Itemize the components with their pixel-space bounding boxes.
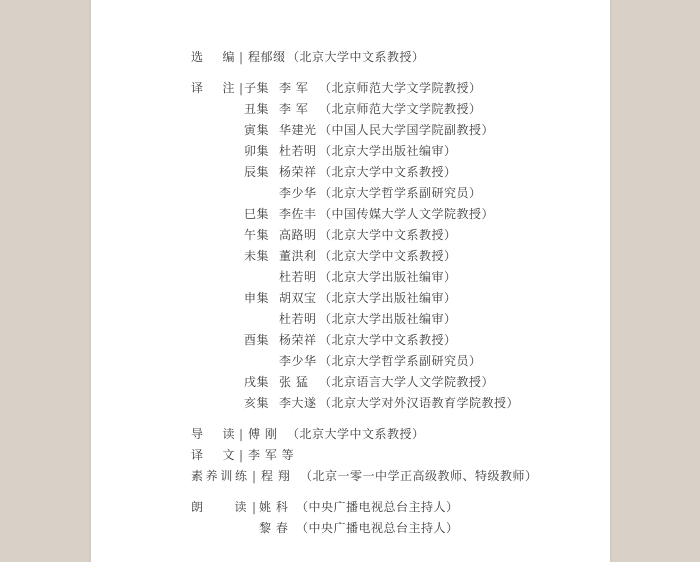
person-name: 杨荣祥 <box>279 333 317 347</box>
volume-label: 戌集 <box>244 375 270 389</box>
affiliation: （北京大学中文系教授） <box>287 427 425 441</box>
affiliation: （中央广播电视总台主持人） <box>296 500 459 514</box>
affiliation: （中国人民大学国学院副教授） <box>319 123 495 137</box>
person-name: 李 军 <box>279 81 309 95</box>
person-name: 傅 刚 <box>248 427 278 441</box>
affiliation: （北京大学出版社编审） <box>319 291 457 305</box>
person-name: 杨荣祥 <box>279 165 317 179</box>
affiliation: （北京大学中文系教授） <box>319 249 457 263</box>
person-name: 李少华 <box>279 354 317 368</box>
person-name: 杜若明 <box>279 144 317 158</box>
person-name: 李少华 <box>279 186 317 200</box>
separator: | <box>239 427 244 441</box>
volume-label: 午集 <box>244 228 270 242</box>
affiliation: （北京大学出版社编审） <box>319 312 457 326</box>
volume-label: 未集 <box>244 249 270 263</box>
person-name: 李 军 <box>279 102 309 116</box>
role-label: 素养训练 <box>191 469 247 483</box>
person-name: 李 军 等 <box>248 448 295 462</box>
volume-label: 辰集 <box>244 165 270 179</box>
person-name: 黎 春 <box>259 521 289 535</box>
volume-label: 子集 <box>244 81 270 95</box>
credits-page <box>91 0 610 562</box>
person-name: 程郁缀 <box>248 50 286 64</box>
affiliation: （北京大学中文系教授） <box>287 50 425 64</box>
person-name: 杜若明 <box>279 312 317 326</box>
affiliation: （中央广播电视总台主持人） <box>296 521 459 535</box>
separator: | <box>239 81 244 95</box>
person-name: 李大遂 <box>279 396 317 410</box>
affiliation: （北京大学中文系教授） <box>319 165 457 179</box>
affiliation: （中国传媒大学人文学院教授） <box>319 207 495 221</box>
volume-label: 酉集 <box>244 333 270 347</box>
affiliation: （北京师范大学文学院教授） <box>319 102 482 116</box>
affiliation: （北京大学中文系教授） <box>319 333 457 347</box>
volume-label: 申集 <box>244 291 270 305</box>
person-name: 李佐丰 <box>279 207 317 221</box>
affiliation: （北京大学对外汉语教育学院教授） <box>319 396 520 410</box>
affiliation: （北京大学哲学系副研究员） <box>319 186 482 200</box>
separator: | <box>239 448 244 462</box>
volume-label: 丑集 <box>244 102 270 116</box>
volume-label: 巳集 <box>244 207 270 221</box>
volume-label: 卯集 <box>244 144 270 158</box>
role-label: 导 读 <box>191 427 235 441</box>
role-label: 译 注 <box>191 81 235 95</box>
person-name: 张 猛 <box>279 375 309 389</box>
affiliation: （北京大学出版社编审） <box>319 270 457 284</box>
separator: | <box>252 500 257 514</box>
separator: | <box>239 50 244 64</box>
affiliation: （北京大学哲学系副研究员） <box>319 354 482 368</box>
person-name: 华建光 <box>279 123 317 137</box>
role-label: 译 文 <box>191 448 235 462</box>
role-label: 朗 读 <box>191 500 247 514</box>
affiliation: （北京语言大学人文学院教授） <box>319 375 495 389</box>
separator: | <box>252 469 257 483</box>
affiliation: （北京一零一中学正高级教师、特级教师） <box>300 469 538 483</box>
volume-label: 亥集 <box>244 396 270 410</box>
role-label: 选 编 <box>191 50 235 64</box>
person-name: 姚 科 <box>259 500 289 514</box>
person-name: 胡双宝 <box>279 291 317 305</box>
affiliation: （北京大学出版社编审） <box>319 144 457 158</box>
person-name: 程 翔 <box>261 469 291 483</box>
person-name: 杜若明 <box>279 270 317 284</box>
affiliation: （北京师范大学文学院教授） <box>319 81 482 95</box>
volume-label: 寅集 <box>244 123 270 137</box>
person-name: 高路明 <box>279 228 317 242</box>
person-name: 董洪利 <box>279 249 317 263</box>
affiliation: （北京大学中文系教授） <box>319 228 457 242</box>
